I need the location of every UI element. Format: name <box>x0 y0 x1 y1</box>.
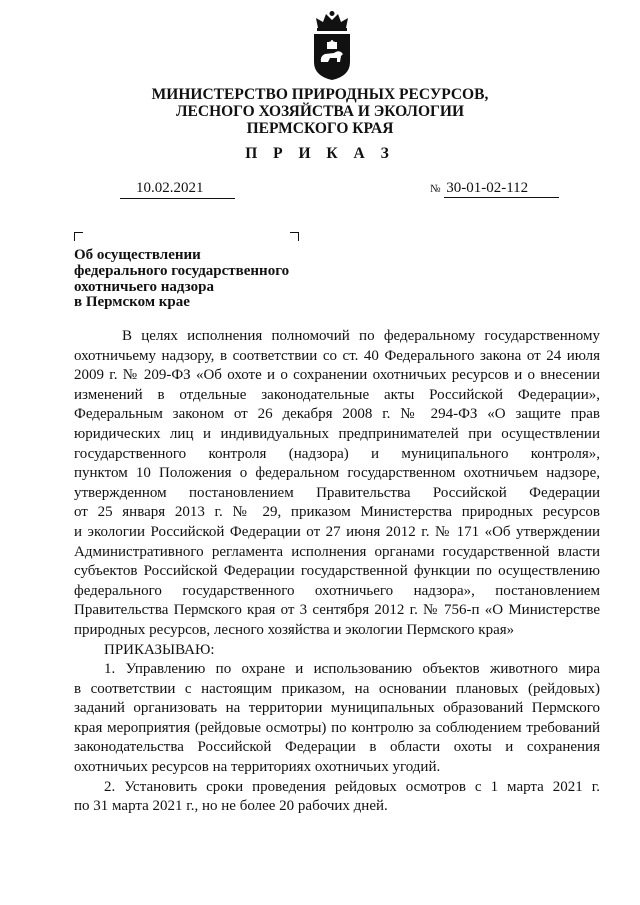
corner-mark-left <box>74 232 83 241</box>
text-line: 1. Управлению по охране и использованию объектов животного мира <box>104 661 600 678</box>
preamble-paragraph <box>74 327 600 641</box>
order-word: ПРИКАЗЫВАЮ: <box>104 641 215 658</box>
text-line: законодательства Российской Федерации в области охоты и сохранения <box>74 739 600 756</box>
text-line: охотничьих ресурсов на территориях охотничьих угодий. <box>74 759 441 776</box>
text-line: края мероприятия (рейдовые осмотры) по контролю за соблюдением требований <box>74 719 600 736</box>
text-line: заданий организовать на территории муниципальных образований Пермского <box>74 700 600 717</box>
order-item-1 <box>74 660 600 778</box>
text-line: изменений в отдельные законодательные акты Российской Федерации», <box>74 386 600 403</box>
subject-line: федерального государственного <box>74 262 290 279</box>
text-line: природных ресурсов, лесного хозяйства и экологии Пермского края» <box>74 621 515 638</box>
ministry-line: МИНИСТЕРСТВО ПРИРОДНЫХ РЕСУРСОВ, <box>151 86 489 103</box>
document-type: П Р И К А З <box>245 145 395 162</box>
text-line: федерального государственного охотничьего надзора», постановлением <box>74 582 600 599</box>
coat-of-arms-icon <box>310 10 354 82</box>
text-line: Федеральным законом от 26 декабря 2008 г. № 294-ФЗ «О защите прав <box>74 406 600 423</box>
order-number-field <box>430 180 559 198</box>
text-line: 2009 г. № 209-ФЗ «Об охоте и о сохранении охотничьих ресурсов и о внесении <box>74 367 600 384</box>
order-subject <box>74 248 289 311</box>
subject-line: Об осуществлении <box>74 247 201 263</box>
text-line: по 31 марта 2021 г., но не более 20 рабочих дней. <box>74 798 388 815</box>
text-line: субъектов Российской Федерации государственной функции по осуществлению <box>74 563 600 580</box>
text-line: утвержденном постановлением Правительства Российской Федерации <box>74 484 600 501</box>
order-number: 30-01-02-112 <box>444 180 559 198</box>
number-sign: № <box>430 183 441 195</box>
text-line: пунктом 10 Положения о федеральном государственном охотничьем надзоре, <box>74 465 600 482</box>
text-line: в соответствии с настоящим приказом, на основании плановых (рейдовых) <box>74 680 600 697</box>
document-body <box>74 327 600 817</box>
text-line: Правительства Пермского края от 3 сентября 2012 г. № 756-п «О Министерстве <box>74 602 600 619</box>
text-line: 2. Установить сроки проведения рейдовых осмотров с 1 марта 2021 г. <box>104 778 600 795</box>
text-line: и экологии Российской Федерации от 27 июня 2012 г. № 171 «Об утверждении <box>74 523 600 540</box>
order-date: 10.02.2021 <box>120 180 235 199</box>
text-line: от 25 января 2013 г. № 29, приказом Министерства природных ресурсов <box>74 504 600 521</box>
text-line: юридических лиц и индивидуальных предпринимателей при осуществлении <box>74 425 600 442</box>
text-line: охотничьему надзору, в соответствии со ст. 40 Федерального закона от 24 июля <box>74 347 600 364</box>
subject-line: в Пермском крае <box>74 294 190 311</box>
text-line: Административного регламента исполнения органами государственной власти <box>74 543 600 560</box>
ministry-line: ЛЕСНОГО ХОЗЯЙСТВА И ЭКОЛОГИИ <box>175 103 465 120</box>
text-line: государственного контроля (надзора) и муниципального контроля», <box>74 445 600 462</box>
corner-mark-right <box>290 232 299 241</box>
subject-line: охотничьего надзора <box>74 278 214 295</box>
text-line: В целях исполнения полномочий по федеральному государственному <box>122 328 600 344</box>
ministry-name <box>0 86 640 137</box>
order-item-2 <box>74 778 600 817</box>
ministry-line: ПЕРМСКОГО КРАЯ <box>246 120 394 137</box>
